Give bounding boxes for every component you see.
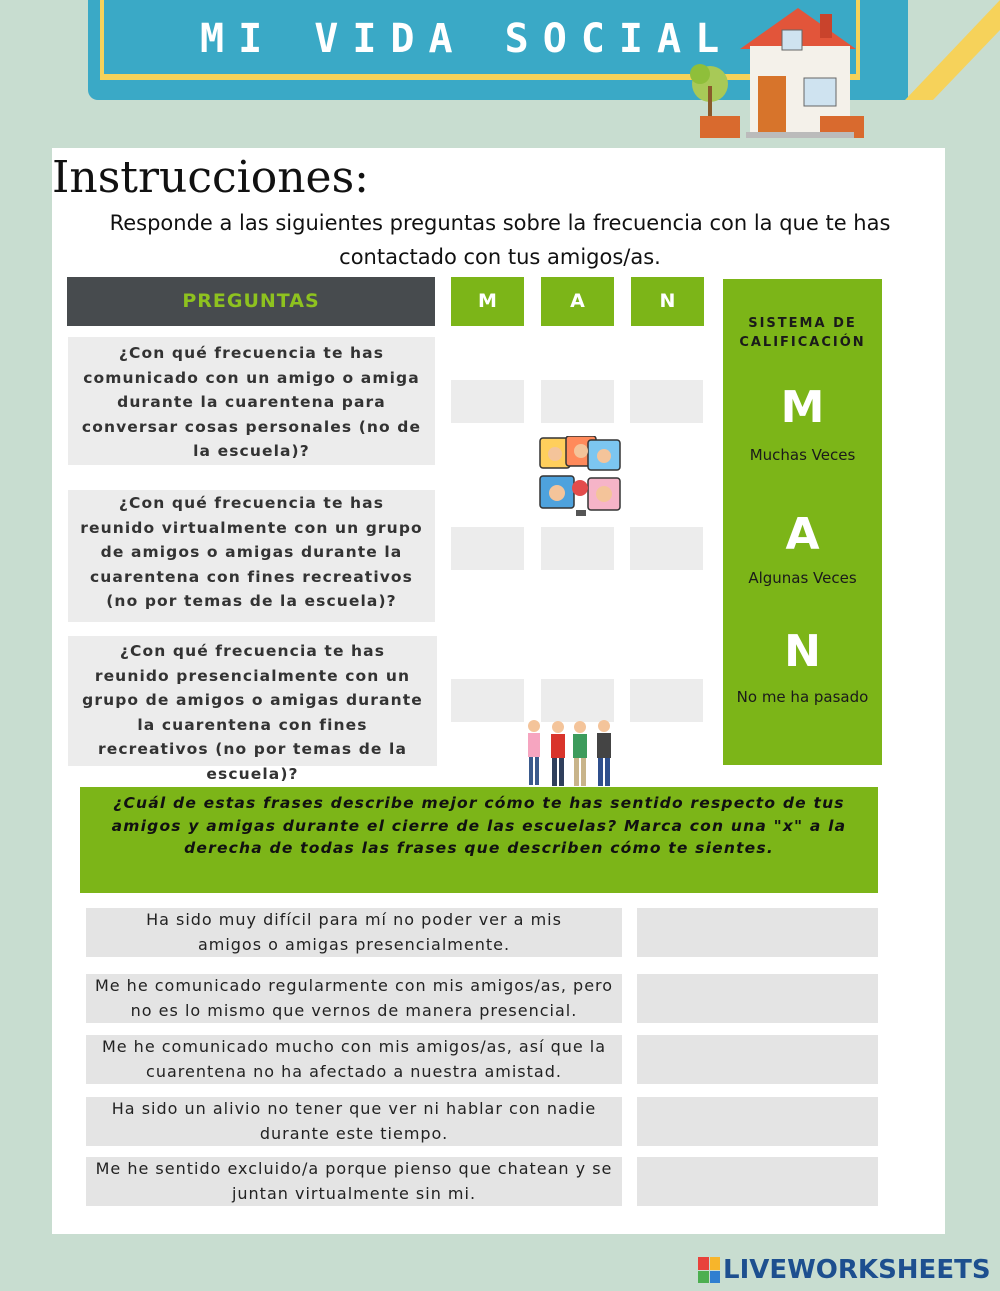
column-header-m: M [451,277,524,326]
answer-q3-a[interactable] [541,679,614,722]
rating-label-m: Muchas Veces [749,446,856,464]
rating-label-a: Algunas Veces [748,569,857,587]
mark-box-4[interactable] [637,1097,878,1146]
answer-q2-m[interactable] [451,527,524,570]
answer-q3-n[interactable] [630,679,703,722]
phrase-3-text: Me he comunicado mucho con mis amigos/as, así que la cuarentena no ha afectado a nuestra amistad. [101,1037,607,1081]
answer-q1-a[interactable] [541,380,614,423]
phrase-2 [86,974,622,1023]
phrase-2-text: Me he comunicado regularmente con mis amigos/as, pero no es lo mismo que vernos de manera presencial. [94,976,614,1020]
answer-q3-m[interactable] [451,679,524,722]
phrase-4-text: Ha sido un alivio no tener que ver ni hablar con nadie durante este tiempo. [111,1099,597,1143]
instructions-text: Responde a las siguientes preguntas sobre la frecuencia con la que te has contactado con tus amigos/as. [109,211,891,269]
rating-system-title: SISTEMA DE CALIFICACIÓN [739,316,866,350]
instructions-title: Instrucciones: [52,152,369,203]
corner-decoration [905,0,1000,100]
phrase-5-text: Me he sentido excluido/a porque pienso que chatean y se juntan virtualmente sin mi. [95,1159,613,1203]
liveworksheets-logo [698,1254,991,1286]
mark-box-1[interactable] [637,908,878,957]
column-header-n: N [631,277,704,326]
feelings-prompt: ¿Cuál de estas frases describe mejor cómo te has sentido respecto de tus amigos y amigas durante el cierre de las escuelas? Marca con una "x" a la derecha de todas las frases que describen cómo te sientes. [111,794,847,857]
mark-box-5[interactable] [637,1157,878,1206]
house-icon [680,4,870,140]
phrase-1-text: Ha sido muy difícil para mí no poder ver a mis amigos o amigas presencialmente. [146,910,562,954]
mark-box-2[interactable] [637,974,878,1023]
answer-q1-n[interactable] [630,380,703,423]
rating-label-n: No me ha pasado [736,688,869,706]
answer-q2-n[interactable] [630,527,703,570]
liveworksheets-logo-text: LIVEWORKSHEETS [723,1255,991,1285]
question-3 [68,636,437,783]
question-2-text: ¿Con qué frecuencia te has reunido virtualmente con un grupo de amigos o amigas durante la cuarentena con fines recreativos (no por temas de la escuela)? [80,494,423,610]
phrase-1 [86,908,622,957]
liveworksheets-logo-icon [698,1257,720,1283]
answer-q2-a[interactable] [541,527,614,570]
question-2 [68,490,435,622]
question-3-text: ¿Con qué frecuencia te has reunido presencialmente con un grupo de amigos o amigas durante la cuarentena con fines recreativos (no por temas de la escuela)? [82,642,423,783]
rating-letter-m: M [780,382,825,433]
question-1-text: ¿Con qué frecuencia te has comunicado con un amigo o amiga durante la cuarentena para conversar cosas personales (no de la escuela)? [81,344,422,460]
friends-group-icon [520,718,624,788]
video-call-icon [538,436,626,518]
rating-letter-a: A [785,509,820,560]
rating-letter-n: N [784,626,821,677]
phrase-5 [86,1157,622,1206]
page-title: MI VIDA SOCIAL [200,16,734,62]
column-header-a: A [541,277,614,326]
questions-header: PREGUNTAS [67,277,435,326]
phrase-3 [86,1035,622,1084]
phrase-4 [86,1097,622,1146]
answer-q1-m[interactable] [451,380,524,423]
mark-box-3[interactable] [637,1035,878,1084]
question-1 [68,337,435,465]
